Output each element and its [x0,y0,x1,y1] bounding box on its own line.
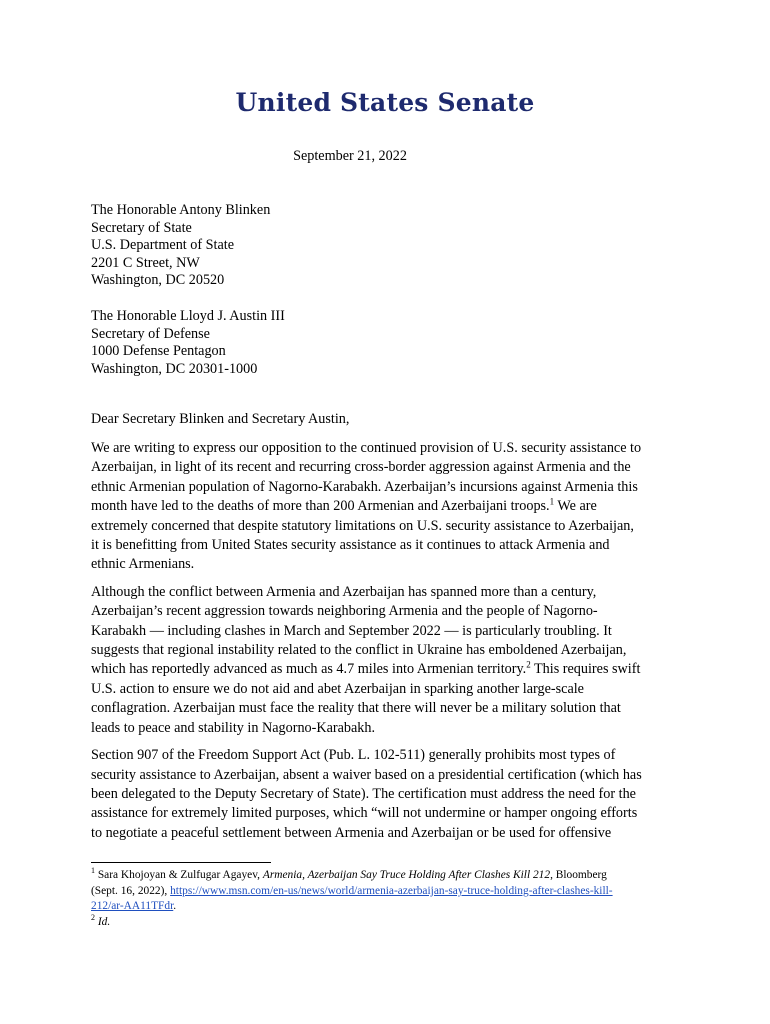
recipient-block-austin [91,308,285,378]
text-line: Section 907 of the Freedom Support Act (Pub. L. 102-511) generally prohibits most types of [91,747,616,764]
text-line: security assistance to Azerbaijan, absent a waiver based on a presidential certification (which has [91,766,642,783]
address-line: Secretary of State [91,219,192,236]
text-segment: This requires swift [530,661,641,678]
address-line: 2201 C Street, NW [91,254,200,271]
paragraph-2 [91,583,691,738]
address-line: Washington, DC 20301-1000 [91,360,258,377]
text-line: to negotiate a peaceful settlement between Armenia and Azerbaijan or be used for offensive [91,824,612,841]
footnote-number: 1 [91,866,95,876]
footnote-divider [91,862,271,863]
text-segment: month have led to the deaths of more than 200 Armenian and Azerbaijani troops. [91,498,550,515]
text-segment: We are [554,498,597,515]
footnote-2 [91,912,691,931]
footnotes [91,868,691,930]
salutation: Dear Secretary Blinken and Secretary Austin, [91,411,350,427]
text-line: We are writing to express our opposition to the continued provision of U.S. security assistance to [91,440,642,456]
footnote-1-line-1 [91,868,691,884]
text-line: leads to peace and stability in Nagorno-Karabakh. [91,719,376,736]
text-line: Karabakh — including clashes in March and September 2022 — is particularly troubling. It [91,622,612,639]
address-line: 1000 Defense Pentagon [91,343,226,360]
footnote-end-punct: . [173,900,177,913]
text-line: ethnic Armenians. [91,556,195,573]
text-line: assistance for extremely limited purposes, which “will not undermine or hamper ongoing efforts [91,805,638,822]
footnote-1-line-3 [91,899,691,915]
footnote-article-title: Armenia, Azerbaijan Say Truce Holding After Clashes Kill 212 [262,869,551,881]
text-line: U.S. action to ensure we do not aid and abet Azerbaijan in sparking another large-scale [91,680,584,697]
text-line: been delegated to the Deputy Secretary of State). The certification must address the need for the [91,785,636,802]
text-line: suggests that regional instability related to the conflict in Ukraine has emboldened Azerbaijan, [91,642,627,659]
letter-body [91,439,691,851]
text-line: Although the conflict between Armenia and Azerbaijan has spanned more than a century, [91,583,597,600]
recipient-block-blinken [91,202,270,290]
text-line: extremely concerned that despite statutory limitations on U.S. security assistance to Azerbaijan, [91,517,634,534]
address-line: U.S. Department of State [91,237,235,254]
footnote-1-line-2 [91,884,691,900]
footnote-ibid: Id. [95,915,111,928]
address-line: Secretary of Defense [91,325,210,342]
footnote-number: 2 [91,912,95,922]
text-line: it is benefitting from United States security assistance as it continues to attack Armenia and [91,537,610,554]
paragraph-3 [91,746,691,843]
text-line-with-ref [91,497,691,516]
letter-date: September 21, 2022 [293,148,407,164]
text-line: Azerbaijan, in light of its recent and recurring cross-border aggression against Armenia and the [91,459,631,476]
text-line: ethnic Armenian population of Nagorno-Karabakh. Azerbaijan’s incursions against Armenia this [91,478,638,495]
footnote-ref-2: 2 [526,659,531,670]
footnote-publisher: , Bloomberg [550,869,607,881]
text-line: Azerbaijan’s recent aggression towards neighboring Armenia and the people of Nagorno- [91,603,598,620]
footnote-authors: Sara Khojoyan & Zulfugar Agayev, [95,869,263,881]
footnote-link[interactable]: https://www.msn.com/en-us/news/world/armenia-azerbaijan-say-truce-holding-after-clashes-kill- [170,884,613,897]
footnote-link-continued[interactable]: 212/ar-AA11TFdr [91,900,174,913]
paragraph-1 [91,439,691,575]
letterhead-title: United States Senate [235,88,535,117]
address-line: Washington, DC 20520 [91,272,225,289]
text-line-with-ref [91,660,691,679]
footnote-ref-1: 1 [549,496,555,507]
text-line: conflagration. Azerbaijan must face the reality that there will never be a military solution that [91,700,621,717]
address-line: The Honorable Antony Blinken [91,202,271,218]
address-line: The Honorable Lloyd J. Austin III [91,308,285,324]
text-segment: which has reportedly advanced as much as 4.7 miles into Armenian territory. [91,661,527,678]
footnote-date: (Sept. 16, 2022), [91,884,171,897]
